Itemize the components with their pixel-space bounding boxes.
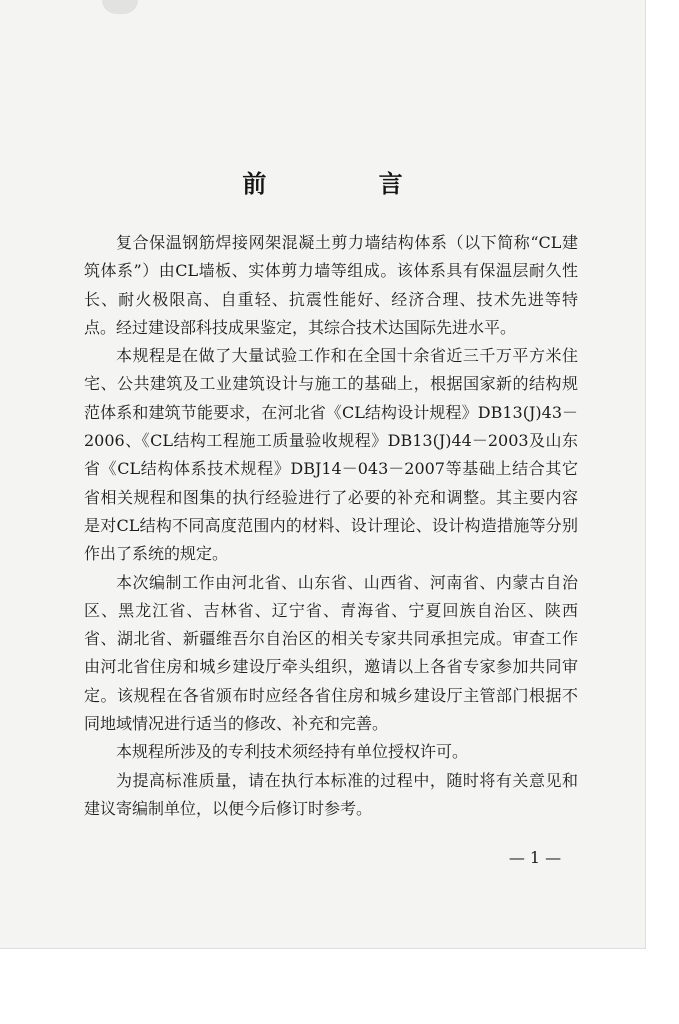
page-number: — 1 — xyxy=(508,848,562,867)
paragraph-4: 本规程所涉及的专利技术须经持有单位授权许可。 xyxy=(116,742,469,762)
preface-body xyxy=(84,229,578,823)
paragraph-2: 本规程是在做了大量试验工作和在全国十余省近三千万平方米住宅、公共建筑及工业建筑设计与施工的基础上，根据国家新的结构规范体系和建筑节能要求，在河北省《CL结构设计规程》DB13(J)43－2006、《CL结构工程施工质量验收规程》DB13(J)44－2003及山东省《CL结构体系技术规程》DBJ14－043－2007等基础上结合其它省相关规程和图集的执行经验进行了必要的补充和调整。其主要内容是对CL结构不同高度范围内的材料、设计理论、设计构造措施等分别作出了系统的规定。 xyxy=(84,346,578,564)
paragraph-1: 复合保温钢筋焊接网架混凝土剪力墙结构体系（以下简称“CL建筑体系”）由CL墙板、实体剪力墙等组成。该体系具有保温层耐久性长、耐火极限高、自重轻、抗震性能好、经济合理、技术先进等特点。经过建设部科技成果鉴定，其综合技术达国际先进水平。 xyxy=(84,233,578,337)
paragraph-5: 为提高标准质量，请在执行本标准的过程中，随时将有关意见和建议寄编制单位，以便今后修订时参考。 xyxy=(84,770,578,818)
scan-smudge xyxy=(102,0,138,14)
page-title: 前 言 xyxy=(242,170,455,198)
paragraph-3: 本次编制工作由河北省、山东省、山西省、河南省、内蒙古自治区、黑龙江省、吉林省、辽宁省、青海省、宁夏回族自治区、陕西省、湖北省、新疆维吾尔自治区的相关专家共同承担完成。审查工作由河北省住房和城乡建设厅牵头组织，邀请以上各省专家参加共同审定。该规程在各省颁布时应经各省住房和城乡建设厅主管部门根据不同地域情况进行适当的修改、补充和完善。 xyxy=(84,572,578,734)
